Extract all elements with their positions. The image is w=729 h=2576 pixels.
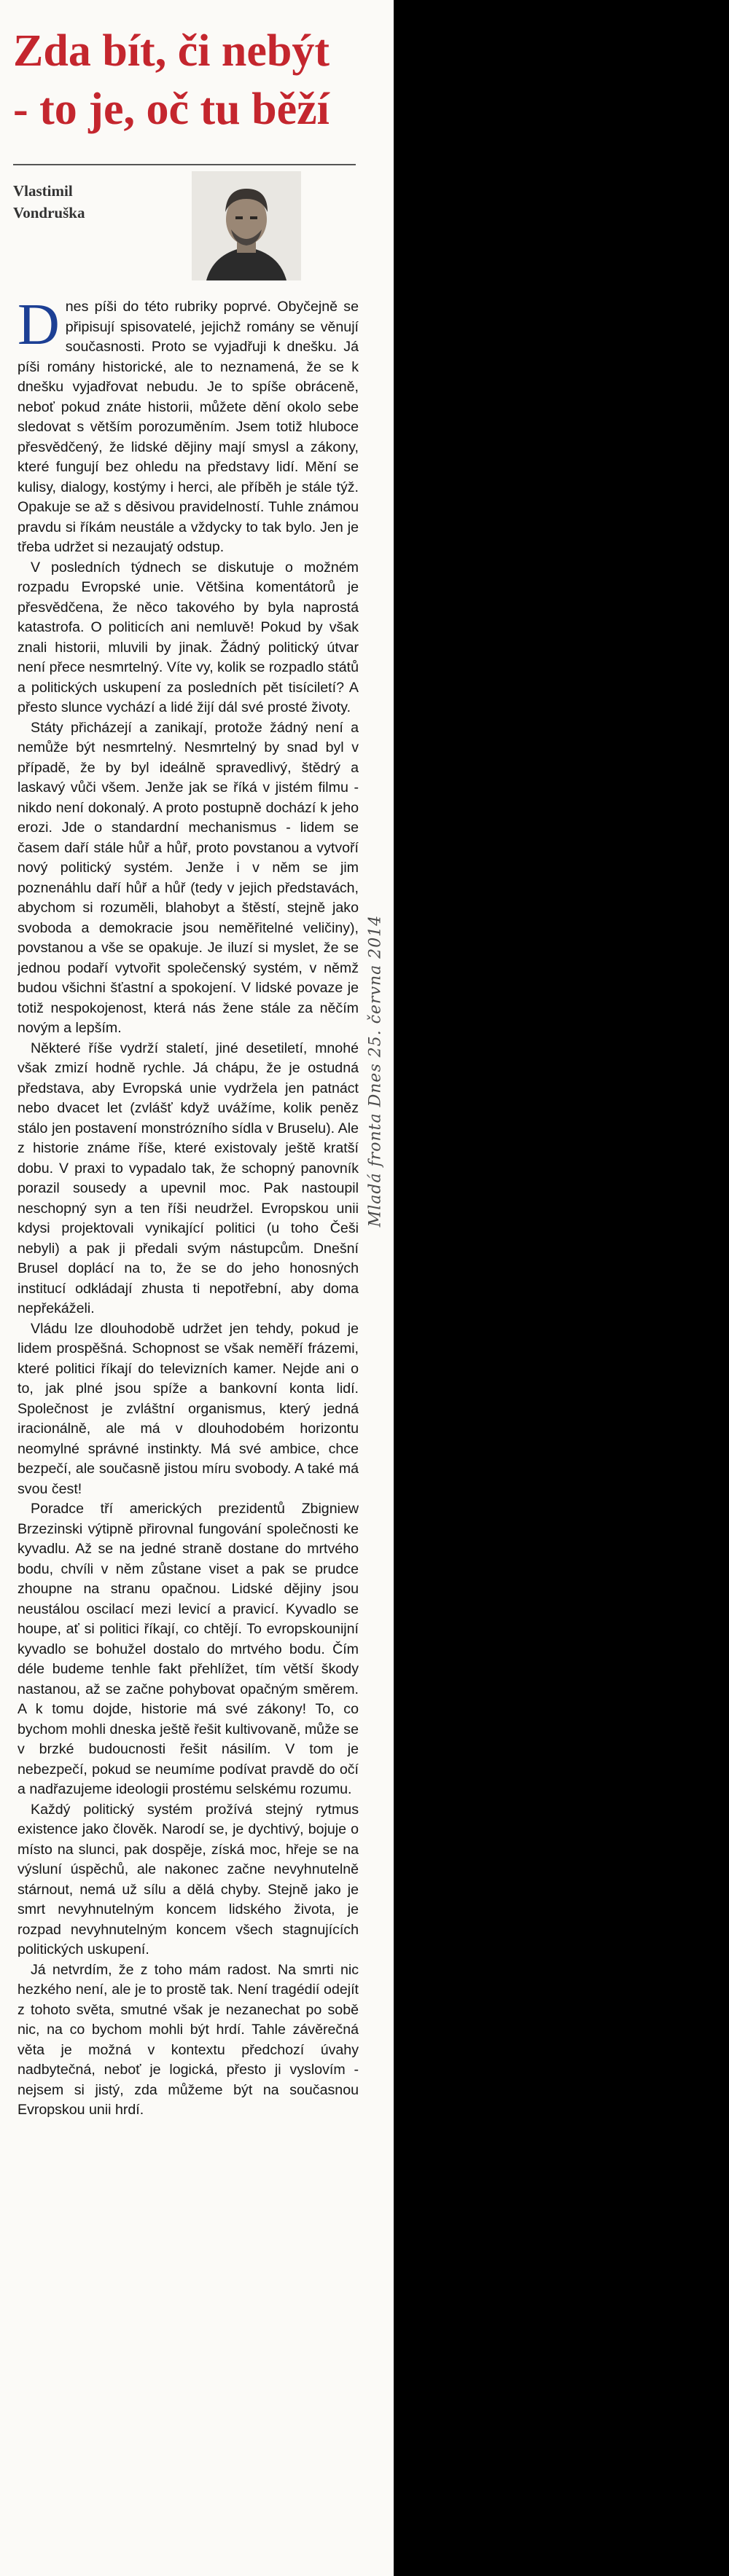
paragraph-2: V posledních týdnech se diskutuje o možném rozpadu Evropské unie. Většina komentátorů je přesvědčena, že něco takového by byla naprostá katastrofa. O politicích ani nemluvě! Pokud by však znali historii, mluvili by jinak. Žádný politický útvar není přece nesmrtelný. Víte vy, kolik se rozpadlo států a politických uskupení za posledních pět tisíciletí? A přesto slunce vychází a lidé žijí dál své prosté životy. <box>17 559 359 715</box>
author-name <box>13 180 85 224</box>
handwritten-source-note <box>363 379 388 1763</box>
byline-rule <box>13 164 356 165</box>
paragraph-4: Některé říše vydrží staletí, jiné desetiletí, mnohé však zmizí hodně rychle. Já chápu, že je ostudná představa, aby Evropská unie vydržela jen patnáct nebo dvacet let (zvlášť když uvážíme, kolik peněz stálo jen postavení monstrózního sídla v Bruselu). Ale z historie známe říše, které existovaly ještě kratší dobu. V praxi to vypadalo tak, že schopný panovník porazil sousedy a upevnil moc. Pak nastoupil neschopný syn a ten říši neudržel. Evropskou unii kdysi projektovali vynikající politici (u toho Češi nebyli) a pak ji předali svým nástupcům. Dnešní Brusel doplácí na to, že se do jeho honosných institucí odkládají zhusta ti nepotřební, aby doma nepřekáželi. <box>17 1040 359 1316</box>
paragraph-7: Každý politický systém prožívá stejný rytmus existence jako člověk. Narodí se, je dychtivý, bojuje o místo na slunci, pak dospěje, získá moc, hřeje se na výsluní úspěchů, ale nakonec začne nevyhnutelně stárnout, nemá už sílu a dělá chyby. Stejně jako je smrt nevyhnutelným koncem lidského života, je rozpad nevyhnutelným koncem všech stagnujících politických uskupení. <box>17 1801 359 1957</box>
paragraph-5: Vládu lze dlouhodobě udržet jen tehdy, pokud je lidem prospěšná. Schopnost se však neměří frázemi, které politici říkají do televizních kamer. Nejde ani o to, jak plné jsou spíže a bankovní konta lidí. Společnost je zvláštní organismus, který jedná iracionálně, ale má v dlouhodobém horizontu neomylné správné instinkty. Má své ambice, chce bezpečí, ale současně jistou míru svobody. A také má svou čest! <box>17 1320 359 1497</box>
article-body <box>17 297 359 2556</box>
paragraph-1-text: nes píši do této rubriky poprvé. Obyčejně se připisují spisovatelé, jejichž romány se věnují současnosti. Proto se vyjadřuji k dnešku. Já píši romány historické, ale to neznamená, že se k dnešku vyjadřovat nebudu. Je to spíše obráceně, neboť pokud znáte historii, můžete dění okolo sebe sledovat s větším porozuměním. Jsem totiž hluboce přesvědčený, že lidské dějiny mají smysl a zákony, které fungují bez ohledu na představy lidí. Mění se kulisy, dialogy, kostýmy i herci, ale příběh je stále týž. Opakuje se až s děsivou pravidelností. Tuhle známou pravdu si říkám neustále a vždycky to tak bylo. Jen je třeba udržet si nezaujatý odstup. <box>17 299 359 555</box>
title-line-2: - to je, oč tu běží <box>13 85 330 134</box>
paragraph-3: Státy přicházejí a zanikají, protože žádný není a nemůže být nesmrtelný. Nesmrtelný by snad byl v případě, že by byl ideálně spravedlivý, štědrý a laskavý vůči všem. Jenže jak se říká v jistém filmu - nikdo není dokonalý. A proto postupně dochází k jeho erozi. Jde o standardní mechanismus - lidem se časem daří stále hůř a hůř, proto povstanou a vytvoří nový politický systém. Jenže i v něm se jim poznenáhlu daří hůř a hůř (tedy v jejich představách, abychom si rozuměli, blahobyt a štěstí, stejně jako svoboda a demokracie jsou neměřitelné veličiny), povstanou a vše se opakuje. Je iluzí si myslet, že se jednou podaří vytvořit společenský systém, v němž budou všichni šťastní a spokojení. V lidské povaze je totiž nespokojenost, která nás žene stále za něčím novým a lepším. <box>17 719 359 1036</box>
author-portrait-icon <box>192 171 301 280</box>
handwritten-note-text: Mladá fronta Dnes 25. června 2014 <box>366 914 385 1228</box>
article-title <box>13 22 363 138</box>
author-first-name: Vlastimil <box>13 182 73 200</box>
paragraph-1 <box>17 297 359 558</box>
author-last-name: Vondruška <box>13 204 85 221</box>
byline <box>13 164 356 295</box>
paragraph-6: Poradce tří amerických prezidentů Zbigniew Brzezinski výtipně přirovnal fungování společnosti ke kyvadlu. Až se na jedné straně dostane do mrtvého bodu, chvíli v něm zůstane viset a pak se prudce zhoupne na stranu opačnou. Lidské dějiny jsou neustálou oscilací mezi levicí a pravicí. Kyvadlo se houpe, ať si politici říkají, co chtějí. To evropskounijní kyvadlo se bohužel dostalo do mrtvého bodu. Čím déle budeme tenhle fakt přehlížet, tím větší škody nastanou, až se začne pohybovat opačným směrem. A k tomu dojde, historie má své zákony! To, co bychom mohli dneska ještě řešit kultivovaně, může se v brzké budoucnosti řešit násilím. V tom je nebezpečí, pokud se neumíme podívat pravdě do očí a nadřazujeme ideologii prostému selskému rozumu. <box>17 1501 359 1797</box>
drop-cap: D <box>17 297 60 357</box>
paragraph-8: Já netvrdím, že z toho mám radost. Na smrti nic hezkého není, ale je to prostě tak. Není tragédií odejít z tohoto světa, smutné však je nezanechat po sobě nic, na co bychom mohli být hrdí. Tahle závěrečná věta je možná v kontextu předchozí úvahy nadbytečná, neboť je logická, přesto ji vyslovím - nejsem si jistý, zda můžeme být na současnou Evropskou unii hrdí. <box>17 1961 359 2118</box>
author-photo <box>192 171 301 280</box>
black-margin <box>394 0 729 2576</box>
title-line-1: Zda bít, či nebýt <box>13 26 330 76</box>
